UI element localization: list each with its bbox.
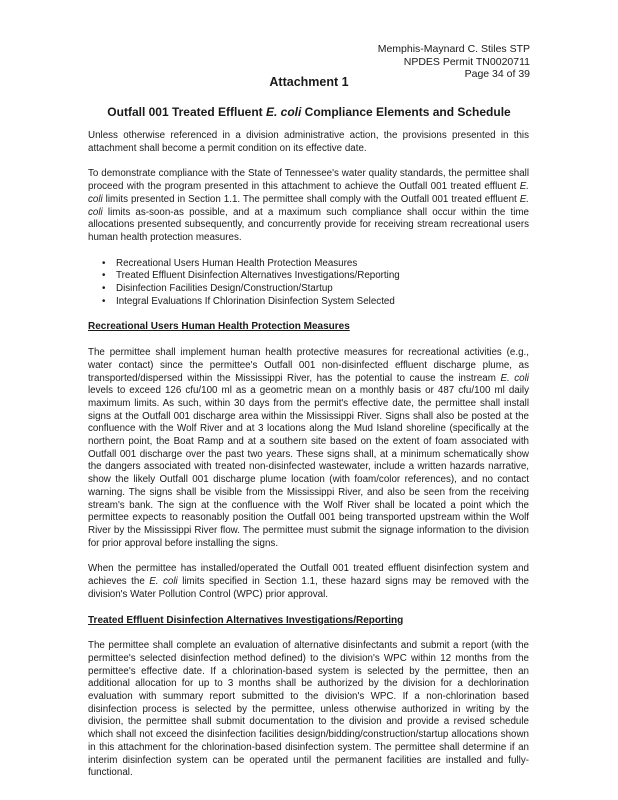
page-number: Page 34 of 39 <box>464 68 530 80</box>
bullet-item: • Treated Effluent Disinfection Alternatives Investigations/Reporting <box>116 270 529 283</box>
compliance-text-e: limits as-soon-as possible, and at a maximum such compliance shall occur within the time allocations presented subsequently, and concurrently provide for receiving stream recreational users human health protection measures. <box>88 206 529 243</box>
section-heading-recreational: Recreational Users Human Health Protection Measures <box>88 321 350 333</box>
compliance-ecoli-2: E. coli <box>88 193 529 218</box>
rec-text-a: The permittee shall implement human health protective measures for recreational activities (e.g., water contact) since the permittee's Outfall 001 non-disinfected effluent discharge plume, as transported/dispersed within the Mississippi River, has the potential to cause the instream <box>88 347 529 384</box>
document-body <box>88 130 529 793</box>
compliance-text-a: To demonstrate compliance with the State of Tennessee's water quality standards, the permittee shall proceed with the program presented in this attachment to achieve the Outfall 001 treated effluent <box>88 168 529 193</box>
compliance-paragraph <box>88 168 529 244</box>
compliance-text-c: limits presented in Section 1.1. The permittee shall comply with the Outfall 001 treated effluent <box>102 193 520 205</box>
facility-name: Memphis-Maynard C. Stiles STP <box>377 43 530 55</box>
bullet-item: • Integral Evaluations If Chlorination Disinfection System Selected <box>116 296 529 309</box>
attachment-title: Attachment 1 <box>269 75 349 89</box>
rec-text-c: levels to exceed 126 cfu/100 ml as a geometric mean on a monthly basis or 487 cfu/100 ml daily maximum limits. As such, within 30 days from the permit's effective date, the permittee shall install signs at the Outfall 001 discharge area within the Mississippi River. Signs shall also be posted at the confluence with the Wolf River and at 3 locations along the Mud Island shoreline (specifically at the northern point, the Boat Ramp and at a southern site based on the extent of foam associated with Outfall 001 discharge over the past two years. These signs shall, at a minimum schematically show the dangers associated with treated non-disinfected wastewater, include a written hazards narrative, show the likely Outfall 001 discharge plume location (with foam/color references), and no contact warning. The signs shall be visible from the Mississippi River, and also be seen from the receiving stream's bank. The sign at the confluence with the Wolf River shall be located a point which the permittee expects to reasonably position the Outfall 001 being transported upstream within the Wolf River by the Mississippi River flow. The permittee must submit the signage information to the division for prior approval before installing the signs. <box>88 385 529 549</box>
document-title-post: Compliance Elements and Schedule <box>301 105 511 119</box>
bullet-item: • Recreational Users Human Health Protection Measures <box>116 258 529 271</box>
rec-ecoli: E. coli <box>500 372 529 384</box>
rec2-ecoli: E. coli <box>149 576 178 588</box>
permit-number: NPDES Permit TN0020711 <box>403 55 530 68</box>
intro-paragraph: Unless otherwise referenced in a division administrative action, the provisions presented in this attachment shall become a permit condition on its effective date. <box>88 130 529 154</box>
recreational-paragraph-1 <box>88 347 529 550</box>
rec2-text-c: limits specified in Section 1.1, these hazard signs may be removed with the division's Water Pollution Control (WPC) prior approval. <box>88 576 530 600</box>
document-title <box>0 105 618 119</box>
document-title-pre: Outfall 001 Treated Effluent <box>107 105 266 119</box>
rec2-text-a: When the permittee has installed/operated the Outfall 001 treated effluent disinfection system and achieves the <box>88 563 529 588</box>
disinfection-paragraph: The permittee shall complete an evaluation of alternative disinfectants and submit a report (with the permittee's selected disinfection method defined) to the division's WPC within 12 months from the permittee's effective date. If a chlorination-based system is selected by the permittee, then an additional allocation for up to 3 months shall be authorized by the division for a dechlorination evaluation with summary report submitted to the division's WPC. If a non-chlorination based disinfection process is selected by the permittee, unless otherwise authorized in writing by the division, the permittee shall submit documentation to the division and provide a revised schedule which shall not exceed the disinfection facilities design/bidding/construction/startup allocations shown in this attachment for the chlorination-based disinfection system. The permittee shall determine if an interim disinfection system can be operated until the permanent facilities are installed and fully-functional. <box>88 640 529 779</box>
recreational-paragraph-2 <box>88 563 529 601</box>
document-title-italic: E. coli <box>265 105 302 119</box>
program-bullet-list <box>88 258 529 309</box>
bullet-item: • Disinfection Facilities Design/Construction/Startup <box>116 283 529 296</box>
compliance-ecoli-1: E. coli <box>88 181 529 205</box>
section-heading-disinfection: Treated Effluent Disinfection Alternatives Investigations/Reporting <box>88 614 404 626</box>
